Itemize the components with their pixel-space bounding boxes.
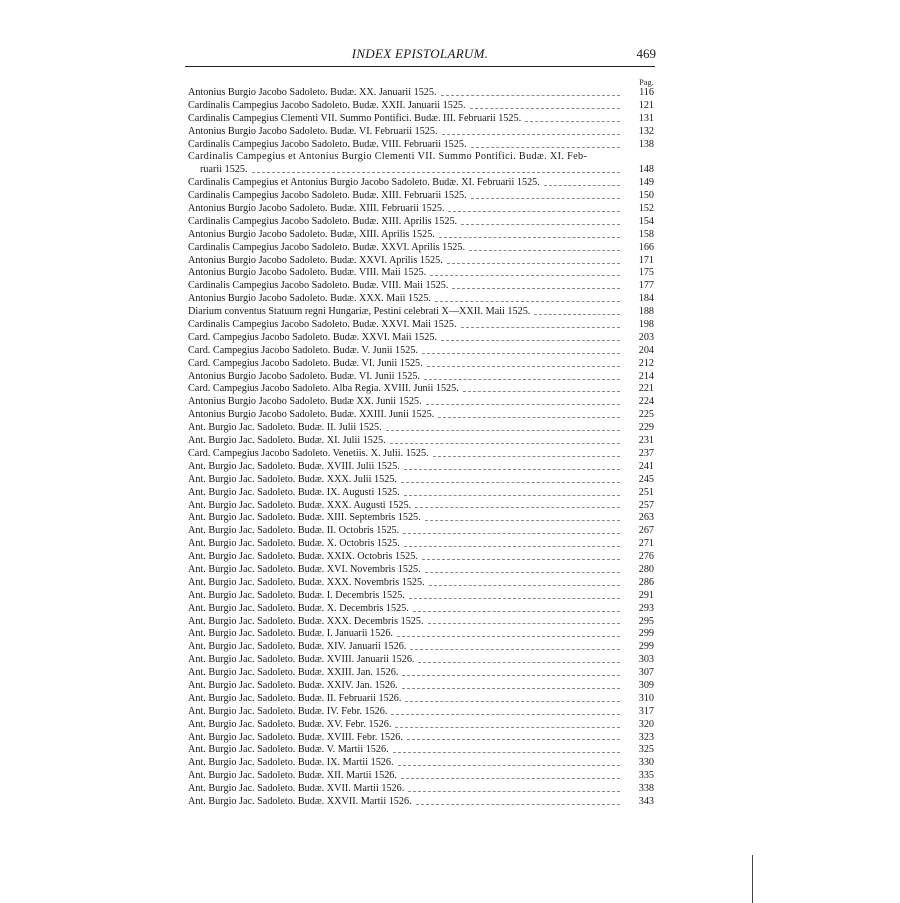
entry-text: Ant. Burgio Jac. Sadoleto. Budæ. XIV. Januarii 1526. — [188, 641, 407, 653]
entry-page-number: 245 — [638, 473, 654, 485]
entry-page-number: 320 — [638, 718, 654, 730]
entry-page-number: 116 — [639, 87, 654, 98]
entry-text: Cardinalis Campegius Jacobo Sadoleto. Budæ. VIII. Februarii 1525. — [188, 138, 467, 150]
dot-leader — [408, 791, 620, 792]
index-entry — [188, 538, 654, 551]
entry-page-number: 299 — [638, 628, 654, 640]
index-entry — [188, 306, 654, 319]
entry-text: Ant. Burgio Jac. Sadoleto. Budæ. XXIV. Jan. 1526. — [188, 679, 398, 691]
dot-leader — [442, 134, 621, 135]
dot-leader — [403, 533, 620, 534]
index-entry — [188, 396, 654, 409]
index-entry — [188, 628, 654, 641]
entry-page-number: 214 — [638, 370, 654, 382]
entry-text: Ant. Burgio Jac. Sadoleto. Budæ. XXIII. Jan. 1526. — [188, 667, 399, 679]
dot-leader — [452, 288, 620, 289]
entry-text: Ant. Burgio Jac. Sadoleto. Budæ. XVIII. Febr. 1526. — [188, 731, 403, 743]
index-entry — [188, 139, 654, 152]
index-entry — [188, 383, 654, 396]
entry-text: Ant. Burgio Jac. Sadoleto. Budæ. XI. Julii 1525. — [188, 435, 386, 447]
index-entry — [188, 177, 654, 190]
index-entry — [188, 474, 654, 487]
index-entry — [188, 706, 654, 719]
entry-page-number: 121 — [638, 99, 654, 111]
entry-text: Ant. Burgio Jac. Sadoleto. Budæ. XVII. Martii 1526. — [188, 783, 405, 795]
entry-page-number: 338 — [638, 783, 654, 795]
dot-leader — [252, 172, 620, 173]
index-entry — [188, 719, 654, 732]
index-entry — [188, 203, 654, 216]
index-entry — [188, 603, 654, 616]
entry-text: Ant. Burgio Jac. Sadoleto. Budæ. X. Octobris 1525. — [188, 538, 400, 550]
entry-page-number: 241 — [638, 460, 654, 472]
entry-page-number: 171 — [638, 254, 654, 266]
dot-leader — [439, 237, 620, 238]
entry-text: Cardinalis Campegius Jacobo Sadoleto. Budæ. XXVI. Maii 1525. — [188, 319, 457, 331]
entry-text: Ant. Burgio Jac. Sadoleto. Budæ. X. Decembris 1525. — [188, 602, 409, 614]
entry-text: Card. Campegius Jacobo Sadoleto. Venetiis. X. Julii. 1525. — [188, 447, 429, 459]
entry-page-number: 231 — [638, 435, 654, 447]
index-entry — [188, 255, 654, 268]
entry-page-number: 335 — [638, 770, 654, 782]
entry-page-number: 280 — [638, 563, 654, 575]
dot-leader — [422, 353, 620, 354]
index-entry — [188, 693, 654, 706]
entry-page-number: 203 — [638, 331, 654, 343]
index-entry — [188, 422, 654, 435]
index-entry — [188, 783, 654, 796]
entry-text: Card. Campegius Jacobo Sadoleto. Budæ. VI. Junii 1525. — [188, 357, 423, 369]
dot-leader — [426, 404, 620, 405]
dot-leader — [402, 688, 620, 689]
entry-page-number: 152 — [638, 203, 654, 215]
index-entry — [188, 113, 654, 126]
index-entry — [188, 590, 654, 603]
dot-leader — [410, 649, 620, 650]
index-entry — [188, 525, 654, 538]
entry-text: Cardinalis Campegius Jacobo Sadoleto. Budæ. XIII. Februarii 1525. — [188, 190, 467, 202]
entry-page-number: 325 — [638, 744, 654, 756]
index-entry — [188, 126, 654, 139]
entry-text: Ant. Burgio Jac. Sadoleto. Budæ. II. Julii 1525. — [188, 422, 382, 434]
dot-leader — [463, 391, 620, 392]
entry-text: Card. Campegius Jacobo Sadoleto. Alba Regia. XVIII. Junii 1525. — [188, 383, 459, 395]
index-entry — [188, 267, 654, 280]
entry-text: Card. Campegius Jacobo Sadoleto. Budæ. V. Junii 1525. — [188, 344, 418, 356]
entry-text: Antonius Burgio Jacobo Sadoleto. Budæ. XXIII. Junii 1525. — [188, 409, 435, 421]
entry-page-number: 132 — [638, 125, 654, 137]
index-entry — [188, 280, 654, 293]
index-entry — [188, 641, 654, 654]
entry-text: Ant. Burgio Jac. Sadoleto. Budæ. XXX. Novembris 1525. — [188, 576, 425, 588]
index-entry-list — [188, 87, 654, 809]
entry-text: Ant. Burgio Jac. Sadoleto. Budæ. XVIII. Januarii 1526. — [188, 654, 415, 666]
entry-page-number: 154 — [638, 215, 654, 227]
dot-leader — [469, 250, 620, 251]
entry-text: Ant. Burgio Jac. Sadoleto. Budæ. IX. Augusti 1525. — [188, 486, 400, 498]
entry-text: Ant. Burgio Jac. Sadoleto. Budæ. XVI. Novembris 1525. — [188, 563, 421, 575]
index-entry — [188, 448, 654, 461]
dot-leader — [441, 340, 620, 341]
entry-page-number: 175 — [638, 267, 654, 279]
entry-text: Antonius Burgio Jacobo Sadoleto. Budæ XX. Junii 1525. — [188, 396, 422, 408]
entry-page-number: 330 — [638, 757, 654, 769]
entry-text: Ant. Burgio Jac. Sadoleto. Budæ. XV. Febr. 1526. — [188, 718, 392, 730]
entry-text: Diarium conventus Statuum regni Hungariæ, Pestini celebrati X—XXII. Maii 1525. — [188, 306, 531, 318]
index-entry — [188, 242, 654, 255]
dot-leader — [391, 714, 620, 715]
dot-leader — [416, 804, 620, 805]
entry-text: Ant. Burgio Jac. Sadoleto. Budæ. I. Decembris 1525. — [188, 589, 405, 601]
entry-text: Ant. Burgio Jac. Sadoleto. Budæ. II. Octobris 1525. — [188, 525, 400, 537]
entry-page-number: 166 — [638, 241, 654, 253]
entry-page-number: 299 — [638, 641, 654, 653]
entry-text: Ant. Burgio Jac. Sadoleto. Budæ. IV. Febr. 1526. — [188, 705, 388, 717]
entry-page-number: 204 — [638, 344, 654, 356]
index-entry — [188, 796, 654, 809]
index-entry — [188, 293, 654, 306]
dot-leader — [398, 765, 620, 766]
entry-text: Cardinalis Campegius Jacobo Sadoleto. Budæ. XXII. Januarii 1525. — [188, 99, 466, 111]
index-entry — [188, 164, 654, 177]
entry-page-number: 286 — [638, 576, 654, 588]
dot-leader — [424, 379, 620, 380]
entry-text: Antonius Burgio Jacobo Sadoleto. Budæ. VI. Februarii 1525. — [188, 125, 438, 137]
index-entry — [188, 551, 654, 564]
entry-page-number: 158 — [638, 228, 654, 240]
page-number: 469 — [636, 46, 656, 61]
entry-page-number: 343 — [638, 795, 654, 807]
entry-text: Ant. Burgio Jac. Sadoleto. Budæ. I. Januarii 1526. — [188, 628, 393, 640]
entry-text: Antonius Burgio Jacobo Sadoleto. Budæ. VI. Junii 1525. — [188, 370, 420, 382]
dot-leader — [430, 275, 620, 276]
dot-leader — [544, 185, 620, 186]
dot-leader — [401, 482, 620, 483]
index-entry — [188, 680, 654, 693]
entry-page-number: 295 — [638, 615, 654, 627]
dot-leader — [386, 430, 620, 431]
entry-text: Antonius Burgio Jacobo Sadoleto. Budæ. XXX. Maii 1525. — [188, 293, 431, 305]
dot-leader — [470, 108, 620, 109]
entry-text: Card. Campegius Jacobo Sadoleto. Budæ. XXVI. Maii 1525. — [188, 331, 438, 343]
dot-leader — [435, 301, 620, 302]
entry-text: Ant. Burgio Jac. Sadoleto. Budæ. V. Martii 1526. — [188, 744, 389, 756]
entry-page-number: 229 — [638, 422, 654, 434]
entry-page-number: 263 — [638, 512, 654, 524]
entry-page-number: 138 — [638, 138, 654, 150]
entry-text: Ant. Burgio Jac. Sadoleto. Budæ. XIII. Septembris 1525. — [188, 512, 421, 524]
index-entry — [188, 151, 654, 164]
index-entry — [188, 87, 654, 100]
entry-page-number: 225 — [638, 409, 654, 421]
entry-page-number: 310 — [638, 692, 654, 704]
index-entry — [188, 409, 654, 422]
entry-text: Antonius Burgio Jacobo Sadoleto. Budæ. XIII. Februarii 1525. — [188, 203, 445, 215]
entry-text: Ant. Burgio Jac. Sadoleto. Budæ. II. Februarii 1526. — [188, 692, 402, 704]
index-entry — [188, 757, 654, 770]
header-rule — [185, 66, 655, 67]
dot-leader — [461, 224, 620, 225]
entry-page-number: 221 — [638, 383, 654, 395]
dot-leader — [404, 495, 620, 496]
index-entry — [188, 358, 654, 371]
running-head — [0, 46, 900, 66]
dot-leader — [438, 417, 620, 418]
entry-text: Cardinalis Campegius Jacobo Sadoleto. Budæ. VIII. Maii 1525. — [188, 280, 449, 292]
entry-page-number: 237 — [638, 447, 654, 459]
dot-leader — [428, 623, 620, 624]
dot-leader — [404, 469, 620, 470]
entry-page-number: 276 — [638, 551, 654, 563]
entry-page-number: 148 — [638, 164, 654, 176]
entry-text: Ant. Burgio Jac. Sadoleto. Budæ. XXX. Julii 1525. — [188, 473, 397, 485]
dot-leader — [429, 585, 620, 586]
dot-leader — [402, 675, 620, 676]
entry-page-number: 177 — [638, 280, 654, 292]
entry-page-number: 309 — [638, 679, 654, 691]
dot-leader — [447, 263, 620, 264]
entry-text: Ant. Burgio Jac. Sadoleto. Budæ. XXIX. Octobris 1525. — [188, 551, 418, 563]
entry-page-number: 184 — [638, 293, 654, 305]
dot-leader — [415, 507, 620, 508]
entry-page-number: 131 — [638, 112, 654, 124]
dot-leader — [397, 636, 620, 637]
entry-text: Cardinalis Campegius Jacobo Sadoleto. Budæ. XIII. Aprilis 1525. — [188, 215, 458, 227]
entry-text: Antonius Burgio Jacobo Sadoleto. Budæ. XX. Januarii 1525. — [188, 87, 437, 98]
dot-leader — [413, 611, 620, 612]
margin-line — [752, 855, 753, 903]
dot-leader — [395, 727, 620, 728]
entry-text: Ant. Burgio Jac. Sadoleto. Budæ. IX. Martii 1526. — [188, 757, 394, 769]
index-entry — [188, 616, 654, 629]
index-entry — [188, 461, 654, 474]
entry-page-number: 303 — [638, 654, 654, 666]
index-entry — [188, 564, 654, 577]
entry-text: Antonius Burgio Jacobo Sadoleto. Budæ. VIII. Maii 1525. — [188, 267, 427, 279]
entry-page-number: 198 — [638, 319, 654, 331]
index-entry — [188, 371, 654, 384]
entry-page-number: 291 — [638, 589, 654, 601]
index-entry — [188, 216, 654, 229]
page-column-label: Pag. — [639, 78, 654, 87]
entry-page-number: 212 — [638, 357, 654, 369]
entry-page-number: 224 — [638, 396, 654, 408]
dot-leader — [390, 443, 620, 444]
dot-leader — [405, 701, 620, 702]
dot-leader — [471, 198, 620, 199]
dot-leader — [422, 559, 620, 560]
index-entry — [188, 435, 654, 448]
entry-text: Ant. Burgio Jac. Sadoleto. Budæ. XVIII. Julii 1525. — [188, 460, 400, 472]
entry-text: Ant. Burgio Jac. Sadoleto. Budæ. XXX. Decembris 1525. — [188, 615, 424, 627]
entry-text: Antonius Burgio Jacobo Sadoleto. Budæ, XIII. Aprilis 1525. — [188, 228, 435, 240]
dot-leader — [425, 572, 620, 573]
index-entry — [188, 512, 654, 525]
entry-page-number: 317 — [638, 705, 654, 717]
index-entry — [188, 190, 654, 203]
dot-leader — [534, 314, 620, 315]
dot-leader — [409, 598, 620, 599]
index-entry — [188, 229, 654, 242]
dot-leader — [525, 121, 620, 122]
entry-page-number: 150 — [638, 190, 654, 202]
index-entry — [188, 577, 654, 590]
dot-leader — [425, 520, 620, 521]
entry-page-number: 271 — [638, 538, 654, 550]
dot-leader — [448, 211, 620, 212]
entry-page-number: 251 — [638, 486, 654, 498]
entry-text: Ant. Burgio Jac. Sadoleto. Budæ. XXX. Augusti 1525. — [188, 499, 412, 511]
entry-page-number: 257 — [638, 499, 654, 511]
dot-leader — [471, 147, 620, 148]
index-entry — [188, 667, 654, 680]
dot-leader — [461, 327, 620, 328]
entry-page-number: 188 — [638, 306, 654, 318]
dot-leader — [433, 456, 620, 457]
index-entry — [188, 487, 654, 500]
dot-leader — [427, 366, 620, 367]
index-entry — [188, 100, 654, 113]
index-entry — [188, 732, 654, 745]
index-entry — [188, 654, 654, 667]
entry-text: Cardinalis Campegius et Antonius Burgio Clementi VII. Summo Pontifici. Budæ. XI. Feb- — [188, 151, 588, 163]
entry-text: ruarii 1525. — [200, 164, 248, 176]
entry-text: Cardinalis Campegius Clementi VII. Summo Pontifici. Budæ. III. Februarii 1525. — [188, 112, 522, 124]
dot-leader — [401, 778, 620, 779]
dot-leader — [404, 546, 620, 547]
entry-page-number: 307 — [638, 667, 654, 679]
index-entry — [188, 770, 654, 783]
entry-page-number: 149 — [638, 177, 654, 189]
entry-page-number: 267 — [638, 525, 654, 537]
index-entry — [188, 319, 654, 332]
index-entry — [188, 332, 654, 345]
entry-text: Cardinalis Campegius Jacobo Sadoleto. Budæ. XXVI. Aprilis 1525. — [188, 241, 466, 253]
entry-text: Ant. Burgio Jac. Sadoleto. Budæ. XXVII. Martii 1526. — [188, 795, 412, 807]
index-entry — [188, 744, 654, 757]
entry-page-number: 293 — [638, 602, 654, 614]
entry-page-number: 323 — [638, 731, 654, 743]
entry-text: Cardinalis Campegius et Antonius Burgio Jacobo Sadoleto. Budæ. XI. Februarii 1525. — [188, 177, 540, 189]
index-entry — [188, 345, 654, 358]
page-title: INDEX EPISTOLARUM. — [351, 46, 489, 61]
index-entry — [188, 500, 654, 513]
entry-text: Ant. Burgio Jac. Sadoleto. Budæ. XII. Martii 1526. — [188, 770, 397, 782]
dot-leader — [393, 752, 620, 753]
dot-leader — [441, 95, 620, 96]
entry-text: Antonius Burgio Jacobo Sadoleto. Budæ. XXVI. Aprilis 1525. — [188, 254, 443, 266]
dot-leader — [407, 739, 620, 740]
dot-leader — [418, 662, 620, 663]
